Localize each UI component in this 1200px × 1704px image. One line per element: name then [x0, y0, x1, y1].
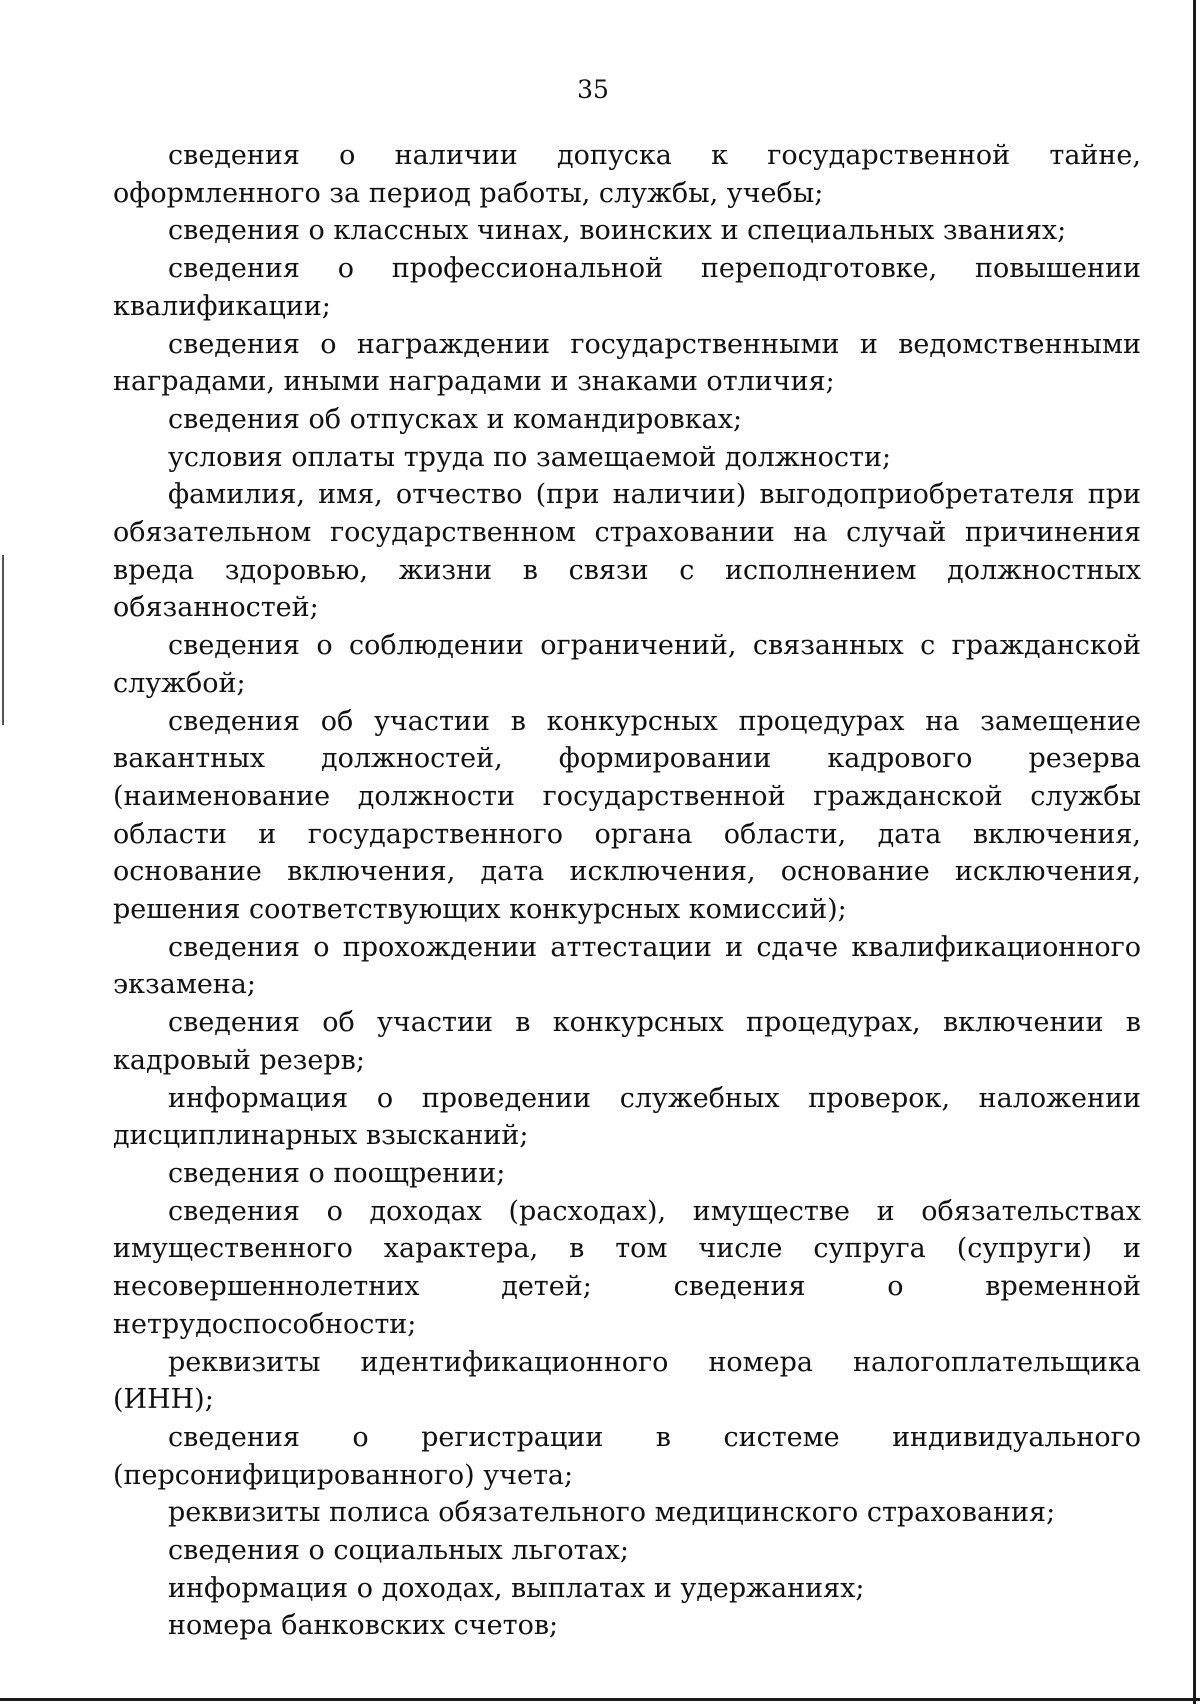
list-item: сведения о социальных льготах; [168, 1535, 629, 1567]
list-item: сведения об отпусках и командировках; [168, 403, 743, 435]
list-item: сведения об участии в конкурсных процедурах на замещение вакантных должностей, формировании кадрового резерва (наименование должности государственной гражданской службы области и государственного органа области, дата включения, основание включения, дата исключения, основание исключения, решения соответствующих конкурсных комиссий); [113, 705, 1141, 926]
list-item: сведения о профессиональной переподготовке, повышении квалификации; [113, 253, 1141, 322]
scan-binding-mark [2, 555, 4, 725]
list-item: сведения о наличии допуска к государственной тайне, оформленного за период работы, службы, учебы; [113, 140, 1141, 209]
list-item: информация о доходах, выплатах и удержаниях; [168, 1572, 865, 1604]
list-item: сведения о прохождении аттестации и сдаче квалификационного экзамена; [113, 931, 1141, 1001]
page-number: 35 [577, 75, 609, 104]
list-item: сведения о соблюдении ограничений, связанных с гражданской службой; [113, 630, 1141, 699]
list-item: информация о проведении служебных проверок, наложении дисциплинарных взысканий; [113, 1082, 1141, 1152]
list-item: реквизиты полиса обязательного медицинского страхования; [168, 1497, 1056, 1529]
document-body [113, 137, 1141, 1645]
list-item: номера банковских счетов; [168, 1610, 559, 1642]
list-item: сведения о доходах (расходах), имуществе и обязательствах имущественного характера, в том числе супруга (супруги) и несовершеннолетних детей; сведения о временной нетрудоспособности; [113, 1195, 1141, 1340]
list-item: сведения о награждении государственными и ведомственными наградами, иными наградами и знаками отличия; [113, 328, 1141, 398]
list-item: сведения о классных чинах, воинских и специальных званиях; [168, 215, 1067, 247]
list-item: сведения о поощрении; [168, 1157, 506, 1189]
list-item: фамилия, имя, отчество (при наличии) выгодоприобретателя при обязательном государственном страховании на случай причинения вреда здоровью, жизни в связи с исполнением должностных обязанностей; [113, 479, 1141, 624]
list-item: сведения о регистрации в системе индивидуального (персонифицированного) учета; [113, 1421, 1141, 1491]
list-item: реквизиты идентификационного номера налогоплательщика (ИНН); [113, 1346, 1141, 1416]
list-item: условия оплаты труда по замещаемой должности; [168, 441, 892, 473]
list-item: сведения об участии в конкурсных процедурах, включении в кадровый резерв; [113, 1007, 1141, 1076]
scan-edge-bottom [0, 1698, 1200, 1701]
scan-edge-right [1193, 0, 1196, 1704]
